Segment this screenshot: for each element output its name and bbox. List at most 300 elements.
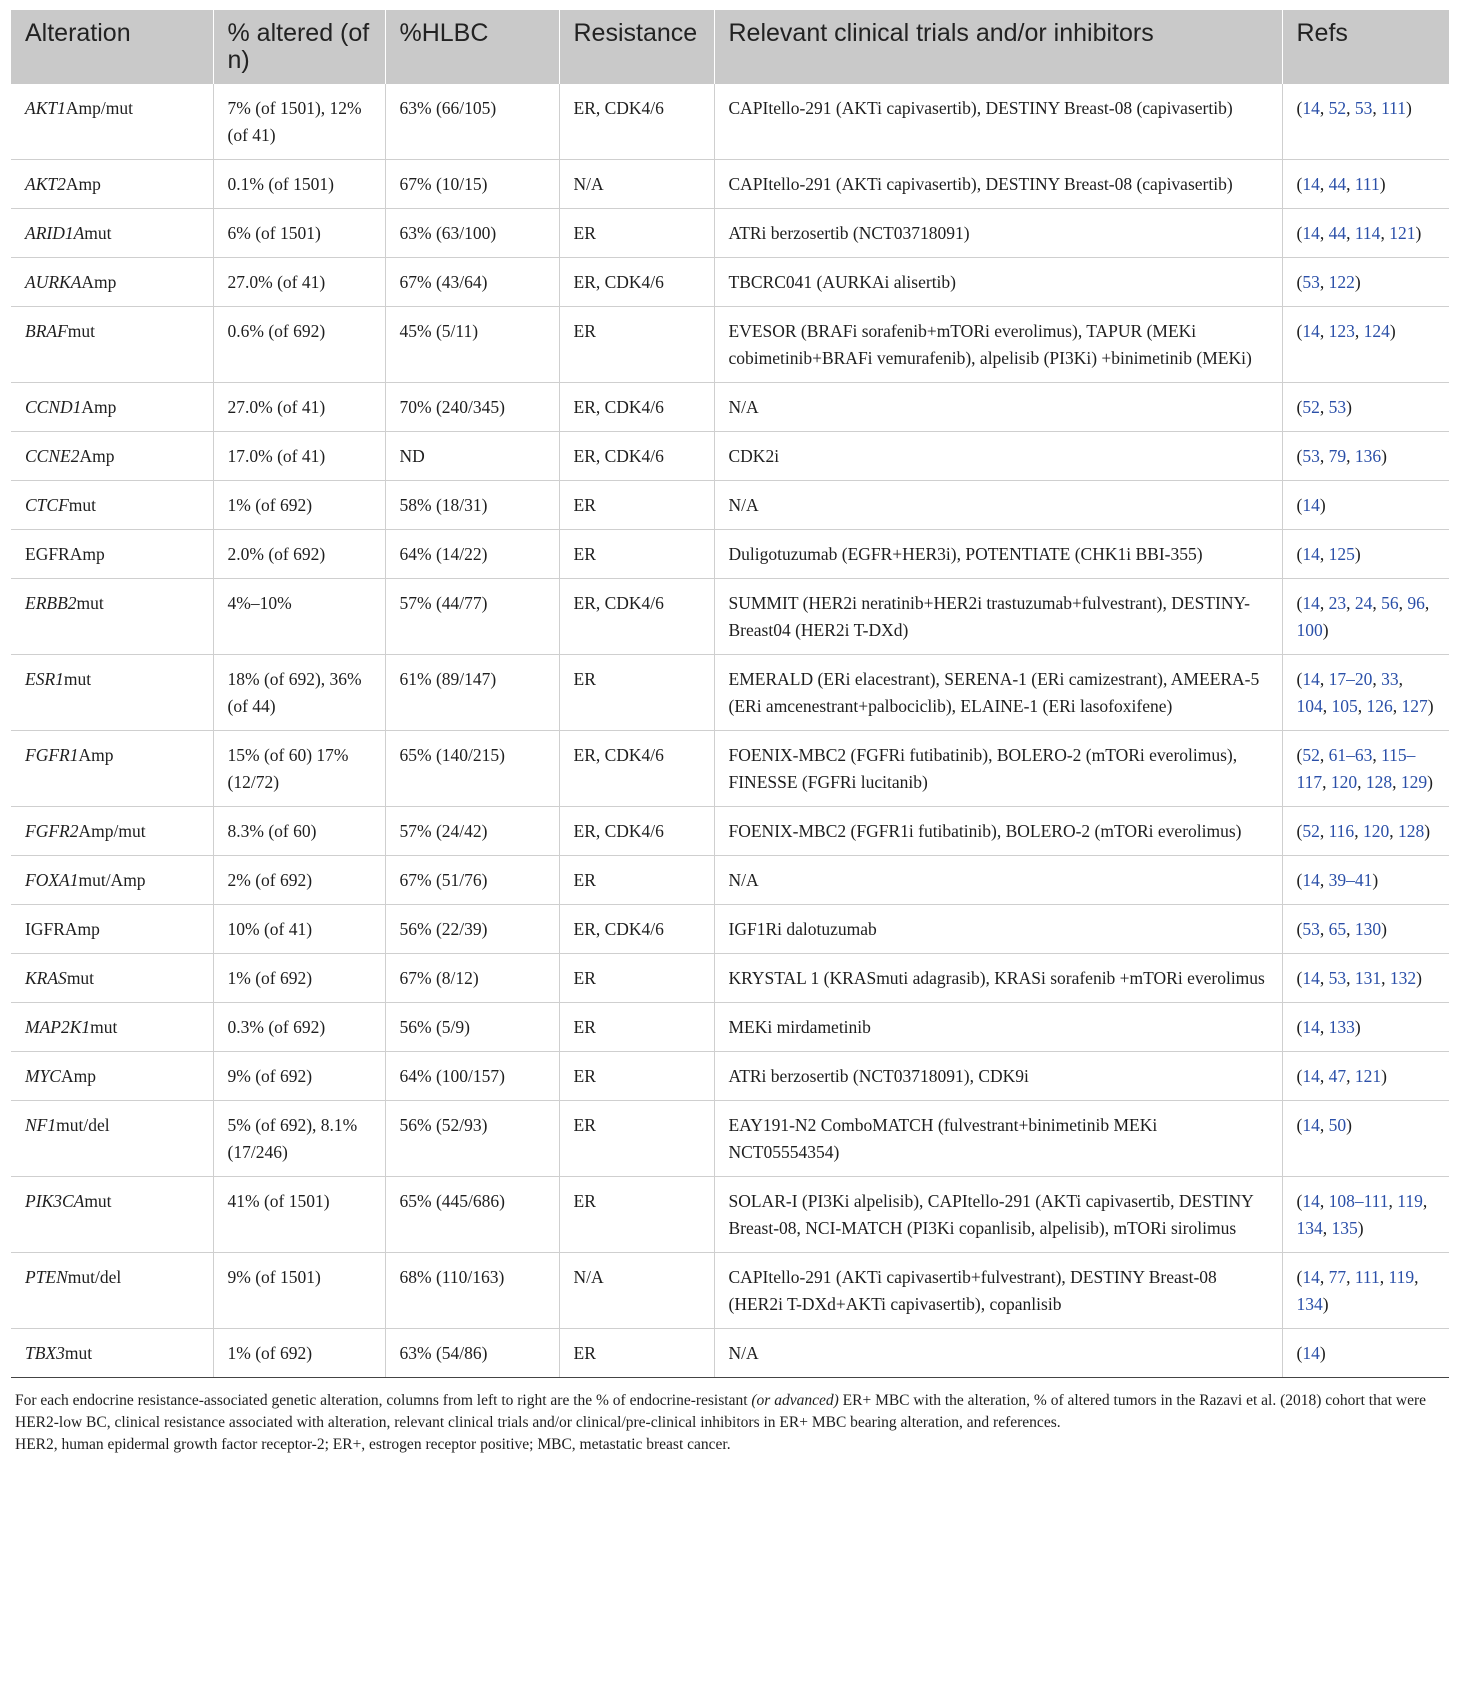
alteration-type: Amp: [60, 1066, 96, 1086]
reference-link[interactable]: 100: [1296, 620, 1323, 640]
cell-trials: [714, 1177, 1282, 1253]
reference-link[interactable]: 115–117: [1296, 745, 1416, 792]
cell-percent-altered-text: 1% (of 692): [227, 968, 313, 988]
reference-link[interactable]: 14: [1302, 593, 1320, 613]
reference-link[interactable]: 131: [1354, 968, 1382, 988]
reference-link[interactable]: 123: [1328, 321, 1355, 341]
alteration-type: mut/del: [67, 1267, 122, 1287]
reference-link[interactable]: 105: [1331, 696, 1358, 716]
cell-alteration: [11, 954, 213, 1003]
cell-resistance: [559, 432, 714, 481]
gene-name: FOXA1: [25, 870, 79, 890]
cell-alteration: [11, 655, 213, 731]
gene-name: ESR1: [25, 669, 64, 689]
cell-percent-altered: [213, 807, 385, 856]
cell-percent-altered: [213, 307, 385, 383]
cell-hlbc-text: 67% (8/12): [399, 968, 479, 988]
cell-trials-text: EAY191-N2 ComboMATCH (fulvestrant+binimetinib MEKi NCT05554354): [728, 1115, 1158, 1162]
reference-link[interactable]: 79: [1328, 446, 1347, 466]
cell-alteration: [11, 1253, 213, 1329]
reference-link[interactable]: 14: [1302, 174, 1320, 194]
reference-link[interactable]: 52: [1328, 98, 1347, 118]
cell-percent-altered: [213, 432, 385, 481]
reference-link[interactable]: 133: [1328, 1017, 1355, 1037]
cell-hlbc-text: 63% (63/100): [399, 223, 497, 243]
gene-name: MAP2K1: [25, 1017, 91, 1037]
cell-trials: [714, 807, 1282, 856]
cell-resistance-text: ER, CDK4/6: [573, 593, 664, 613]
reference-link[interactable]: 120: [1330, 772, 1358, 792]
reference-link[interactable]: 14: [1302, 321, 1320, 341]
table-row: [11, 258, 1449, 307]
cell-trials-text: CAPItello-291 (AKTi capivasertib), DESTINY Breast-08 (capivasertib): [728, 174, 1233, 194]
cell-trials-text: ATRi berzosertib (NCT03718091), CDK9i: [728, 1066, 1029, 1086]
cell-trials: [714, 432, 1282, 481]
table-body: [11, 84, 1449, 1378]
cell-hlbc: [385, 655, 559, 731]
cell-percent-altered: [213, 579, 385, 655]
alteration-type: mut: [76, 593, 104, 613]
cell-trials: [714, 1101, 1282, 1177]
reference-link[interactable]: 136: [1354, 446, 1382, 466]
cell-refs: (14, 133): [1282, 1003, 1449, 1052]
cell-resistance: [559, 1052, 714, 1101]
reference-link[interactable]: 119: [1388, 1267, 1415, 1287]
cell-percent-altered: [213, 209, 385, 258]
gene-name: PTEN: [25, 1267, 68, 1287]
reference-link[interactable]: 14: [1302, 544, 1320, 564]
reference-link[interactable]: 127: [1401, 696, 1428, 716]
alteration-type: mut: [66, 968, 95, 988]
cell-alteration: [11, 1052, 213, 1101]
cell-refs: (14, 23, 24, 56, 96, 100): [1282, 579, 1449, 655]
cell-hlbc-text: 64% (14/22): [399, 544, 488, 564]
alteration-type: mut: [63, 669, 92, 689]
reference-link[interactable]: 17–20: [1328, 669, 1373, 689]
gene-name: CTCF: [25, 495, 69, 515]
cell-resistance-text: N/A: [573, 1267, 604, 1287]
cell-trials: [714, 856, 1282, 905]
cell-percent-altered: [213, 954, 385, 1003]
cell-resistance: [559, 905, 714, 954]
table-row: [11, 579, 1449, 655]
cell-resistance: [559, 1101, 714, 1177]
cell-trials: [714, 655, 1282, 731]
cell-alteration: [11, 209, 213, 258]
cell-percent-altered-text: 9% (of 1501): [227, 1267, 321, 1287]
reference-link[interactable]: 14: [1302, 968, 1320, 988]
reference-link[interactable]: 65: [1328, 919, 1347, 939]
cell-refs: (14, 50): [1282, 1101, 1449, 1177]
cell-refs: (52, 116, 120, 128): [1282, 807, 1449, 856]
alteration-type: Amp: [78, 745, 114, 765]
alteration-type: Amp/mut: [65, 98, 133, 118]
cell-alteration: [11, 84, 213, 160]
cell-percent-altered: [213, 731, 385, 807]
cell-resistance-text: ER: [573, 321, 596, 341]
cell-resistance: [559, 731, 714, 807]
cell-hlbc-text: ND: [399, 446, 425, 466]
cell-refs: (14, 52, 53, 111): [1282, 84, 1449, 160]
cell-resistance-text: ER: [573, 1115, 596, 1135]
cell-refs: (14, 108–111, 119, 134, 135): [1282, 1177, 1449, 1253]
reference-link[interactable]: 96: [1407, 593, 1425, 613]
gene-name: MYC: [25, 1066, 61, 1086]
table-row: [11, 481, 1449, 530]
reference-link[interactable]: 124: [1363, 321, 1390, 341]
reference-link[interactable]: 24: [1354, 593, 1373, 613]
cell-alteration: [11, 807, 213, 856]
reference-link[interactable]: 44: [1328, 174, 1347, 194]
reference-link[interactable]: 111: [1381, 98, 1407, 118]
cell-hlbc: [385, 579, 559, 655]
cell-trials: [714, 1253, 1282, 1329]
cell-alteration: [11, 1003, 213, 1052]
cell-resistance-text: ER, CDK4/6: [573, 919, 664, 939]
alteration-type: mut: [67, 321, 95, 341]
cell-resistance-text: ER: [573, 669, 596, 689]
cell-resistance: [559, 481, 714, 530]
reference-link[interactable]: 23: [1328, 593, 1347, 613]
cell-percent-altered-text: 4%–10%: [227, 593, 292, 613]
reference-link[interactable]: 114: [1354, 223, 1381, 243]
cell-hlbc: [385, 307, 559, 383]
cell-alteration: [11, 1329, 213, 1378]
cell-hlbc: [385, 530, 559, 579]
cell-resistance: [559, 530, 714, 579]
cell-hlbc: [385, 209, 559, 258]
alteration-type: mut: [68, 495, 97, 515]
reference-link[interactable]: 14: [1302, 1017, 1320, 1037]
table-row: [11, 307, 1449, 383]
cell-resistance: [559, 579, 714, 655]
reference-link[interactable]: 134: [1296, 1218, 1323, 1238]
reference-link[interactable]: 14: [1302, 1191, 1320, 1211]
cell-refs: (52, 53): [1282, 383, 1449, 432]
cell-percent-altered: [213, 856, 385, 905]
cell-resistance-text: ER: [573, 1017, 596, 1037]
reference-link[interactable]: 121: [1389, 223, 1416, 243]
gene-name: ARID1A: [25, 223, 85, 243]
table-footnote: [11, 1378, 1449, 1456]
cell-percent-altered: [213, 1101, 385, 1177]
cell-hlbc-text: 56% (52/93): [399, 1115, 488, 1135]
reference-link[interactable]: 104: [1296, 696, 1323, 716]
alteration-type: Amp/mut: [78, 821, 146, 841]
cell-trials: [714, 1052, 1282, 1101]
cell-trials-text: SUMMIT (HER2i neratinib+HER2i trastuzumab+fulvestrant), DESTINY-Breast04 (HER2i T-DXd): [728, 593, 1250, 640]
cell-trials: [714, 1003, 1282, 1052]
cell-refs: (14, 47, 121): [1282, 1052, 1449, 1101]
reference-link[interactable]: 53: [1354, 98, 1373, 118]
reference-link[interactable]: 135: [1331, 1218, 1358, 1238]
cell-resistance-text: ER: [573, 968, 596, 988]
table-row: [11, 432, 1449, 481]
cell-refs: (14, 44, 114, 121): [1282, 209, 1449, 258]
cell-refs: (14, 77, 111, 119, 134): [1282, 1253, 1449, 1329]
reference-link[interactable]: 53: [1302, 919, 1320, 939]
cell-resistance: [559, 209, 714, 258]
table-row: [11, 1052, 1449, 1101]
reference-link[interactable]: 53: [1328, 968, 1347, 988]
cell-percent-altered: [213, 1177, 385, 1253]
reference-link[interactable]: 111: [1354, 1267, 1380, 1287]
cell-trials: [714, 530, 1282, 579]
cell-hlbc: [385, 258, 559, 307]
table-row: [11, 905, 1449, 954]
table-row: [11, 655, 1449, 731]
cell-resistance-text: ER: [573, 223, 596, 243]
reference-link[interactable]: 14: [1302, 1115, 1320, 1135]
cell-trials-text: FOENIX-MBC2 (FGFRi futibatinib), BOLERO-2 (mTORi everolimus), FINESSE (FGFRi lucitanib): [728, 745, 1238, 792]
header-trials: Relevant clinical trials and/or inhibitors: [714, 10, 1282, 84]
cell-refs: (14, 123, 124): [1282, 307, 1449, 383]
reference-link[interactable]: 52: [1302, 397, 1320, 417]
reference-link[interactable]: 14: [1302, 495, 1320, 515]
reference-link[interactable]: 129: [1400, 772, 1428, 792]
alteration-type: mut: [90, 1017, 118, 1037]
cell-refs: (53, 79, 136): [1282, 432, 1449, 481]
cell-hlbc: [385, 383, 559, 432]
cell-percent-altered-text: 0.3% (of 692): [227, 1017, 326, 1037]
cell-refs: (14, 17–20, 33, 104, 105, 126, 127): [1282, 655, 1449, 731]
reference-link[interactable]: 53: [1302, 446, 1320, 466]
cell-hlbc-text: 64% (100/157): [399, 1066, 505, 1086]
cell-resistance-text: ER, CDK4/6: [573, 98, 664, 118]
cell-trials-text: EVESOR (BRAFi sorafenib+mTORi everolimus), TAPUR (MEKi cobimetinib+BRAFi vemurafenib), alpelisib (PI3Ki) +binimetinib (MEKi): [728, 321, 1252, 368]
cell-hlbc-text: 45% (5/11): [399, 321, 479, 341]
cell-refs: (14, 39–41): [1282, 856, 1449, 905]
gene-name: FGFR2: [25, 821, 79, 841]
alteration-type: mut/del: [56, 1115, 110, 1135]
cell-trials-text: FOENIX-MBC2 (FGFR1i futibatinib), BOLERO-2 (mTORi everolimus): [728, 821, 1242, 841]
reference-link[interactable]: 14: [1302, 98, 1320, 118]
reference-link[interactable]: 108–111: [1328, 1191, 1389, 1211]
cell-hlbc: [385, 905, 559, 954]
cell-trials-text: N/A: [728, 1343, 759, 1363]
cell-hlbc: [385, 160, 559, 209]
cell-hlbc-text: 68% (110/163): [399, 1267, 505, 1287]
cell-alteration: [11, 579, 213, 655]
reference-link[interactable]: 132: [1389, 968, 1417, 988]
cell-trials-text: CDK2i: [728, 446, 780, 466]
reference-link[interactable]: 61–63: [1328, 745, 1373, 765]
cell-hlbc: [385, 807, 559, 856]
cell-resistance-text: ER, CDK4/6: [573, 446, 664, 466]
cell-hlbc-text: 56% (5/9): [399, 1017, 470, 1037]
cell-resistance-text: N/A: [573, 174, 604, 194]
reference-link[interactable]: 14: [1302, 1066, 1320, 1086]
reference-link[interactable]: 14: [1302, 1343, 1320, 1363]
cell-percent-altered-text: 0.1% (of 1501): [227, 174, 334, 194]
cell-refs: (14, 53, 131, 132): [1282, 954, 1449, 1003]
footnote-line-2: HER2, human epidermal growth factor receptor-2; ER+, estrogen receptor positive; MBC, metastatic breast cancer.: [15, 1436, 731, 1453]
table-row: [11, 807, 1449, 856]
cell-resistance: [559, 1177, 714, 1253]
reference-link[interactable]: 14: [1302, 669, 1320, 689]
cell-trials: [714, 731, 1282, 807]
cell-refs: (14): [1282, 1329, 1449, 1378]
reference-link[interactable]: 128: [1365, 772, 1393, 792]
reference-link[interactable]: 47: [1328, 1066, 1347, 1086]
table-row: [11, 954, 1449, 1003]
table-row: [11, 1177, 1449, 1253]
cell-alteration: [11, 1101, 213, 1177]
reference-link[interactable]: 39–41: [1328, 870, 1373, 890]
cell-hlbc: [385, 1177, 559, 1253]
alteration-type: mut: [84, 223, 112, 243]
table-row: [11, 856, 1449, 905]
cell-alteration: [11, 530, 213, 579]
reference-link[interactable]: 53: [1302, 272, 1320, 292]
cell-resistance-text: ER: [573, 495, 596, 515]
cell-hlbc: [385, 481, 559, 530]
cell-percent-altered: [213, 258, 385, 307]
cell-percent-altered-text: 6% (of 1501): [227, 223, 321, 243]
reference-link[interactable]: 126: [1366, 696, 1393, 716]
reference-link[interactable]: 14: [1302, 870, 1320, 890]
cell-percent-altered-text: 2% (of 692): [227, 870, 313, 890]
cell-percent-altered: [213, 1253, 385, 1329]
cell-hlbc-text: 63% (66/105): [399, 98, 497, 118]
reference-link[interactable]: 44: [1328, 223, 1347, 243]
reference-link[interactable]: 77: [1328, 1267, 1347, 1287]
reference-link[interactable]: 14: [1302, 1267, 1320, 1287]
cell-alteration: [11, 905, 213, 954]
gene-name: PIK3CA: [25, 1191, 85, 1211]
reference-link[interactable]: 111: [1354, 174, 1380, 194]
cell-percent-altered-text: 18% (of 692), 36% (of 44): [227, 669, 362, 716]
cell-refs: (53, 65, 130): [1282, 905, 1449, 954]
cell-percent-altered: [213, 1052, 385, 1101]
cell-trials-text: SOLAR-I (PI3Ki alpelisib), CAPItello-291 (AKTi capivasertib, DESTINY Breast-08, NCI-MATCH (PI3Ki copanlisib, alpelisib), mTORi sirolimus: [728, 1191, 1254, 1238]
header-percent-altered: % altered (of n): [213, 10, 385, 84]
reference-link[interactable]: 119: [1397, 1191, 1423, 1211]
cell-resistance: [559, 954, 714, 1003]
cell-alteration: [11, 160, 213, 209]
cell-resistance: [559, 655, 714, 731]
cell-alteration: [11, 1177, 213, 1253]
table-row: [11, 1329, 1449, 1378]
table-row: [11, 84, 1449, 160]
cell-hlbc: [385, 1253, 559, 1329]
cell-percent-altered-text: 10% (of 41): [227, 919, 313, 939]
cell-resistance-text: ER, CDK4/6: [573, 272, 664, 292]
reference-link[interactable]: 52: [1302, 745, 1320, 765]
header-refs: Refs: [1282, 10, 1449, 84]
alteration-type: IGFRAmp: [25, 919, 100, 939]
gene-name: AURKA: [25, 272, 82, 292]
gene-name: BRAF: [25, 321, 68, 341]
reference-link[interactable]: 125: [1328, 544, 1355, 564]
cell-percent-altered-text: 17.0% (of 41): [227, 446, 326, 466]
cell-trials: [714, 383, 1282, 432]
cell-resistance: [559, 307, 714, 383]
cell-percent-altered: [213, 481, 385, 530]
cell-percent-altered: [213, 160, 385, 209]
table-row: [11, 383, 1449, 432]
alteration-type: Amp: [81, 272, 117, 292]
cell-trials: [714, 160, 1282, 209]
cell-hlbc-text: 56% (22/39): [399, 919, 488, 939]
cell-resistance-text: ER, CDK4/6: [573, 397, 664, 417]
cell-trials-text: IGF1Ri dalotuzumab: [728, 919, 877, 939]
alteration-type: mut: [64, 1343, 93, 1363]
cell-hlbc-text: 67% (43/64): [399, 272, 488, 292]
cell-percent-altered-text: 1% (of 692): [227, 495, 313, 515]
reference-link[interactable]: 53: [1328, 397, 1347, 417]
cell-refs: (53, 122): [1282, 258, 1449, 307]
cell-hlbc: [385, 731, 559, 807]
alteration-type: mut: [84, 1191, 112, 1211]
cell-alteration: [11, 481, 213, 530]
table-row: [11, 1003, 1449, 1052]
reference-link[interactable]: 121: [1354, 1066, 1382, 1086]
reference-link[interactable]: 52: [1302, 821, 1320, 841]
gene-name: TBX3: [25, 1343, 65, 1363]
cell-alteration: [11, 383, 213, 432]
table-row: [11, 1101, 1449, 1177]
reference-link[interactable]: 116: [1328, 821, 1355, 841]
cell-trials-text: Duligotuzumab (EGFR+HER3i), POTENTIATE (CHK1i BBI-355): [728, 544, 1203, 564]
cell-percent-altered: [213, 1003, 385, 1052]
cell-trials-text: MEKi mirdametinib: [728, 1017, 871, 1037]
reference-link[interactable]: 134: [1296, 1294, 1323, 1314]
cell-hlbc-text: 58% (18/31): [399, 495, 488, 515]
cell-refs: (52, 61–63, 115–117, 120, 128, 129): [1282, 731, 1449, 807]
cell-hlbc-text: 65% (140/215): [399, 745, 505, 765]
cell-hlbc: [385, 1052, 559, 1101]
cell-alteration: [11, 258, 213, 307]
cell-trials: [714, 481, 1282, 530]
reference-link[interactable]: 120: [1362, 821, 1390, 841]
table-row: [11, 731, 1449, 807]
cell-percent-altered-text: 27.0% (of 41): [227, 272, 326, 292]
alterations-table: [11, 10, 1449, 1378]
alteration-type: Amp: [79, 446, 115, 466]
cell-hlbc-text: 70% (240/345): [399, 397, 505, 417]
reference-link[interactable]: 128: [1397, 821, 1425, 841]
cell-hlbc-text: 67% (10/15): [399, 174, 488, 194]
cell-hlbc: [385, 1101, 559, 1177]
cell-resistance-text: ER, CDK4/6: [573, 821, 664, 841]
cell-trials-text: N/A: [728, 495, 759, 515]
alteration-type: Amp: [81, 397, 117, 417]
cell-percent-altered-text: 8.3% (of 60): [227, 821, 317, 841]
cell-resistance-text: ER: [573, 1343, 596, 1363]
reference-link[interactable]: 50: [1328, 1115, 1347, 1135]
cell-percent-altered: [213, 655, 385, 731]
reference-link[interactable]: 14: [1302, 223, 1320, 243]
alteration-type: Amp: [65, 174, 101, 194]
cell-percent-altered-text: 1% (of 692): [227, 1343, 313, 1363]
cell-alteration: [11, 432, 213, 481]
cell-trials-text: TBCRC041 (AURKAi alisertib): [728, 272, 956, 292]
cell-percent-altered-text: 5% (of 692), 8.1% (17/246): [227, 1115, 358, 1162]
cell-resistance-text: ER, CDK4/6: [573, 745, 664, 765]
reference-link[interactable]: 122: [1328, 272, 1355, 292]
cell-resistance-text: ER: [573, 1066, 596, 1086]
reference-link[interactable]: 56: [1381, 593, 1399, 613]
cell-percent-altered: [213, 383, 385, 432]
cell-resistance: [559, 1003, 714, 1052]
cell-resistance: [559, 1329, 714, 1378]
gene-name: AKT2: [25, 174, 66, 194]
gene-name: KRAS: [25, 968, 67, 988]
cell-trials: [714, 1329, 1282, 1378]
reference-link[interactable]: 33: [1381, 669, 1399, 689]
reference-link[interactable]: 130: [1354, 919, 1382, 939]
